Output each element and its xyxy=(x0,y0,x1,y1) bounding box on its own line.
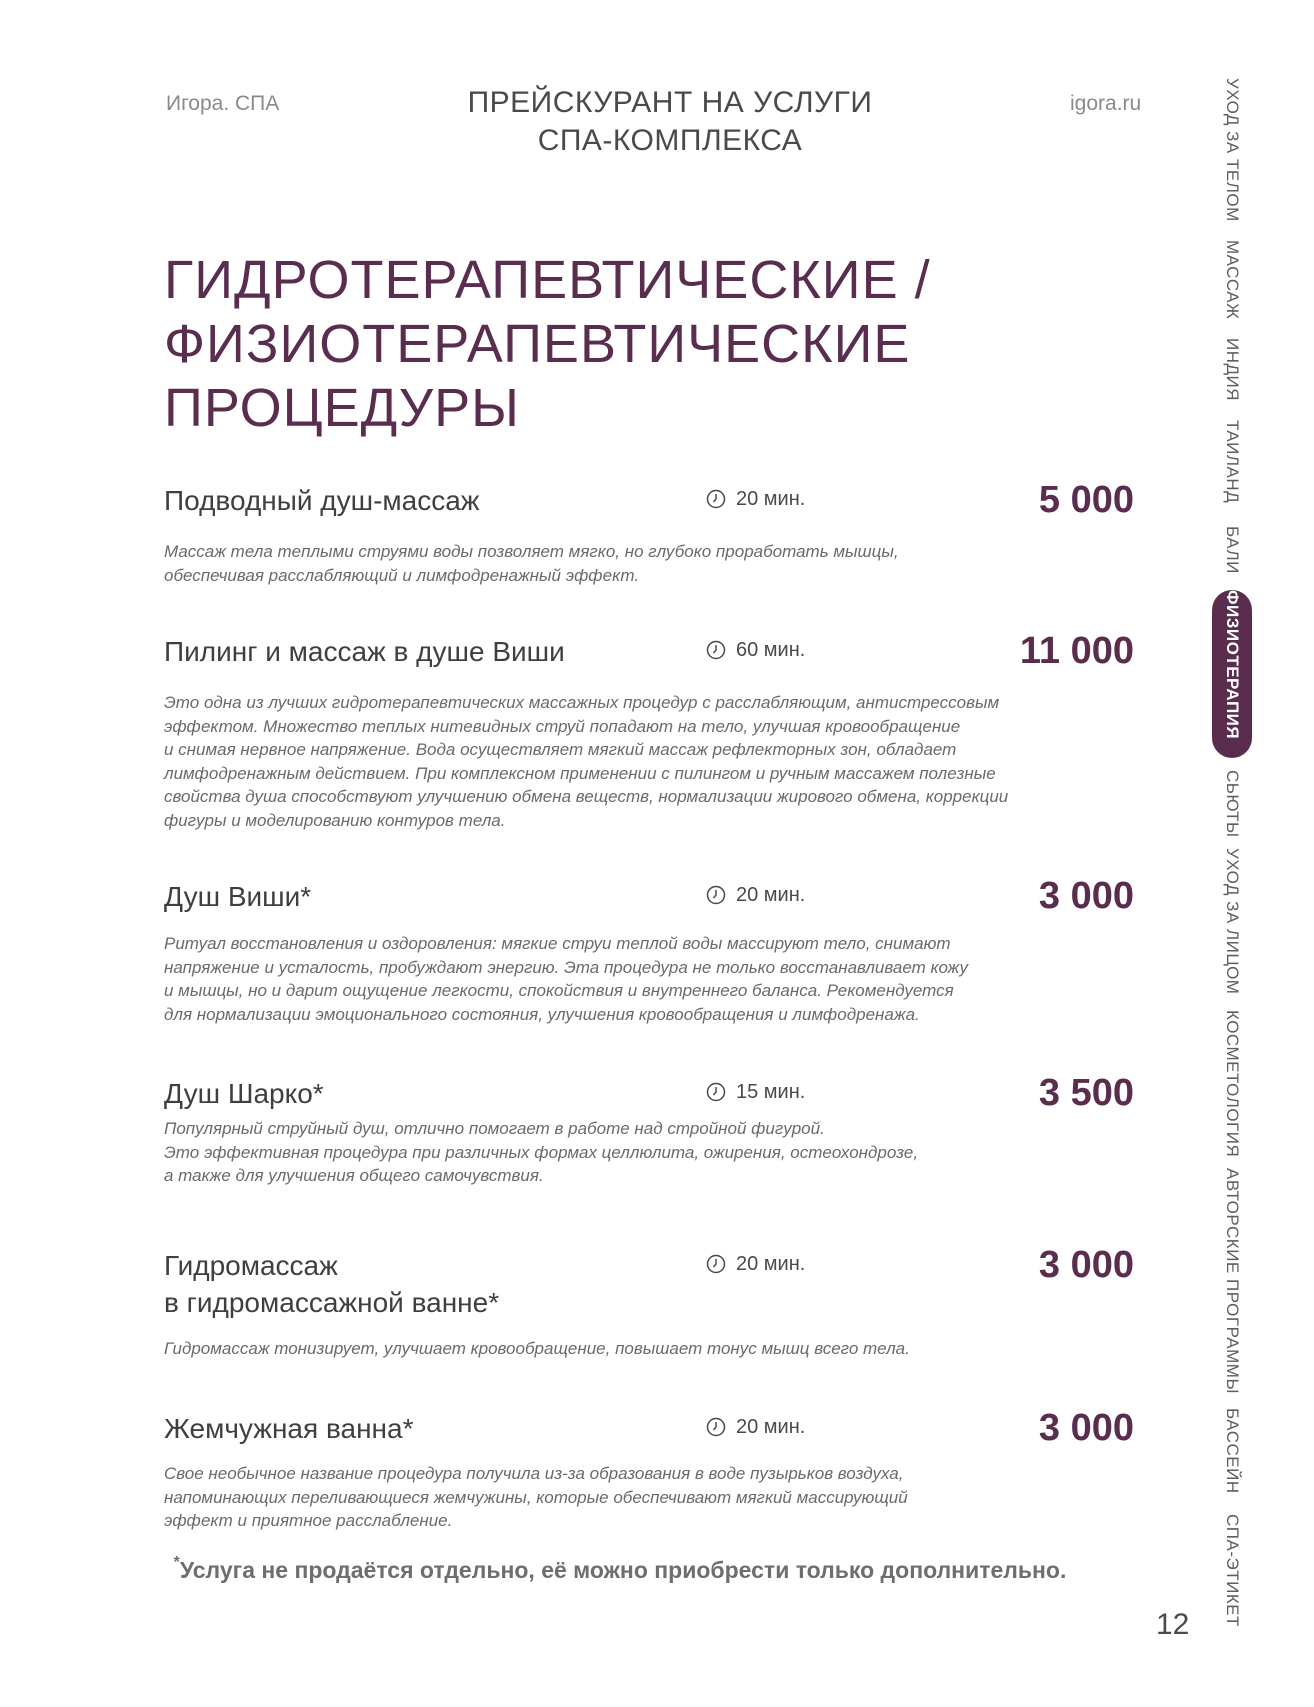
service-price: 11 000 xyxy=(1019,630,1134,672)
section-title-line-1: ГИДРОТЕРАПЕВТИЧЕСКИЕ / xyxy=(164,250,931,310)
service-duration: 60 мин. xyxy=(706,637,805,663)
nav-tab-thailand[interactable]: ТАИЛАНД xyxy=(1223,420,1242,504)
service-price: 3 000 xyxy=(1038,1244,1134,1286)
service-description: Ритуал восстановления и оздоровления: мягкие струи теплой воды массируют тело, снимают напряжение и усталость, пробуждают энергию. Эта процедура не только восстанавливает кожу и мышцы, но и дарит ощущение легкости, спокойствия и внутреннего баланса. Рекомендуется для нормализации эмоционального состояния, улучшения кровообращения и лимфодренажа. xyxy=(164,934,968,1024)
clock-icon xyxy=(706,1082,726,1102)
page-header-title xyxy=(440,84,900,160)
service-name: Подводный душ-массаж xyxy=(164,485,480,516)
page-number: 12 xyxy=(1156,1608,1190,1641)
service-name: Душ Виши* xyxy=(164,881,312,912)
nav-tab-face-care[interactable]: УХОД ЗА ЛИЦОМ xyxy=(1223,848,1242,995)
service-description: Популярный струйный душ, отлично помогает в работе над стройной фигурой. Это эффективная процедура при различных формах целлюлита, ожирения, остеохондрозе, а также для улучшения общего самочувствия. xyxy=(164,1119,919,1185)
nav-tab-spa-etiquette[interactable]: СПА-ЭТИКЕТ xyxy=(1223,1514,1242,1627)
service-price: 5 000 xyxy=(1038,479,1134,521)
service-name: Гидромассаж в гидромассажной ванне* xyxy=(164,1250,500,1318)
service-price: 3 500 xyxy=(1038,1072,1134,1114)
footnote-asterisk: * xyxy=(173,1554,180,1571)
service-description: Массаж тела теплыми струями воды позволяет мягко, но глубоко проработать мышцы, обеспечивая расслабляющий и лимфодренажный эффект. xyxy=(164,542,899,585)
header-title-line-2: СПА-КОМПЛЕКСА xyxy=(537,124,803,157)
service-name: Душ Шарко* xyxy=(164,1078,324,1109)
service-description: Свое необычное название процедура получила из-за образования в воде пузырьков воздуха, напоминающих переливающиеся жемчужины, которые обеспечивают мягкий массирующий эффект и приятное расслабление. xyxy=(164,1464,908,1530)
service-duration: 20 мин. xyxy=(706,882,805,908)
brand-label: Игора. СПА xyxy=(166,92,280,115)
clock-icon xyxy=(706,489,726,509)
section-title-line-3: ПРОЦЕДУРЫ xyxy=(164,378,520,438)
nav-tab-pool[interactable]: БАССЕЙН xyxy=(1223,1408,1242,1494)
service-duration: 20 мин. xyxy=(706,486,805,512)
website-link[interactable]: igora.ru xyxy=(1070,92,1142,115)
section-title-line-2: ФИЗИОТЕРАПЕВТИЧЕСКИЕ xyxy=(164,314,911,374)
nav-tab-bali[interactable]: БАЛИ xyxy=(1223,526,1242,574)
service-duration: 20 мин. xyxy=(706,1414,805,1440)
service-description: Гидромассаж тонизирует, улучшает кровообращение, повышает тонус мышц всего тела. xyxy=(164,1339,910,1358)
service-price: 3 000 xyxy=(1038,1407,1134,1449)
clock-icon xyxy=(706,1254,726,1274)
service-name: Жемчужная ванна* xyxy=(164,1413,414,1444)
section-title xyxy=(164,248,1064,440)
nav-tab-india[interactable]: ИНДИЯ xyxy=(1223,338,1242,402)
nav-tab-cosmetology[interactable]: КОСМЕТОЛОГИЯ xyxy=(1223,1010,1242,1158)
service-price: 3 000 xyxy=(1038,875,1134,917)
service-description: Это одна из лучших гидротерапевтических массажных процедур с расслабляющим, антистрессовым эффектом. Множество теплых нитевидных струй попадают на тело, улучшая кровообращение и снимая нервное напряжение. Вода осуществляет мягкий массаж рефлекторных зон, обладает лимфодренажным действием. При комплексном применении с пилингом и ручным массажем полезные свойства душа способствуют улучшению обмена веществ, нормализации жирового обмена, коррекции фигуры и моделированию контуров тела. xyxy=(164,693,1009,830)
service-duration: 20 мин. xyxy=(706,1251,805,1277)
service-name: Пилинг и массаж в душе Виши xyxy=(164,636,565,667)
side-navigation xyxy=(1212,70,1252,1630)
clock-icon xyxy=(706,640,726,660)
header-title-line-1: ПРЕЙСКУРАНТ НА УСЛУГИ xyxy=(467,86,873,119)
nav-tab-physiotherapy[interactable]: ФИЗИОТЕРАПИЯ xyxy=(1212,590,1252,758)
nav-tab-massage[interactable]: МАССАЖ xyxy=(1223,240,1242,320)
clock-icon xyxy=(706,885,726,905)
service-duration: 15 мин. xyxy=(706,1079,805,1105)
footnote xyxy=(0,1554,1240,1584)
nav-tab-author-programs[interactable]: АВТОРСКИЕ ПРОГРАММЫ xyxy=(1223,1168,1242,1395)
nav-tab-body-care[interactable]: УХОД ЗА ТЕЛОМ xyxy=(1223,78,1242,222)
nav-tab-suites[interactable]: СЬЮТЫ xyxy=(1223,770,1242,838)
clock-icon xyxy=(706,1417,726,1437)
footnote-text: Услуга не продаётся отдельно, её можно приобрести только дополнительно. xyxy=(179,1557,1067,1583)
